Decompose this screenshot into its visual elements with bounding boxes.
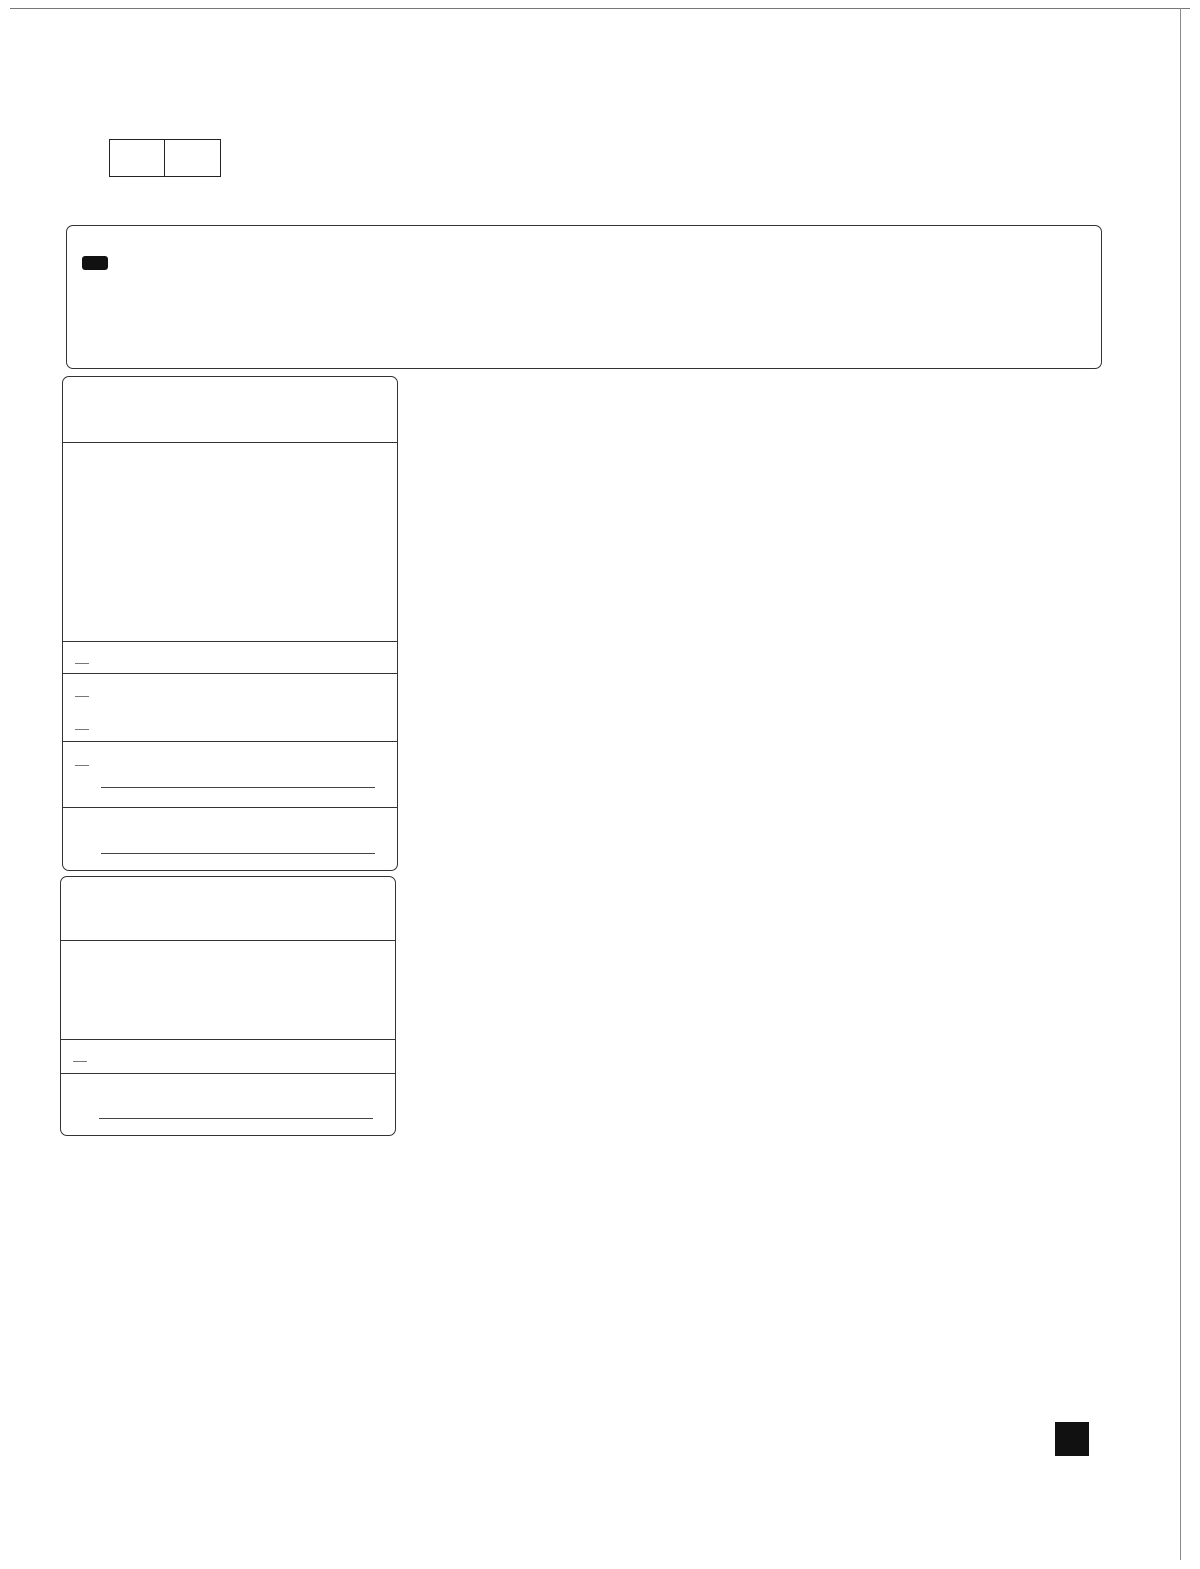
instructions-line-1 bbox=[76, 255, 108, 273]
page-border-top bbox=[10, 8, 1190, 9]
vote-oval-icon[interactable] bbox=[75, 653, 89, 664]
filled-oval-example-icon bbox=[82, 256, 108, 270]
vote-oval-icon[interactable] bbox=[73, 1051, 87, 1062]
writein-line[interactable] bbox=[101, 787, 375, 788]
vote-oval-icon[interactable] bbox=[75, 719, 89, 730]
ballot-barcode bbox=[405, 1418, 895, 1458]
writein-line[interactable] bbox=[101, 853, 375, 854]
writein-line[interactable] bbox=[99, 1118, 373, 1119]
left-timing-marks bbox=[0, 0, 30, 1569]
instructions-box bbox=[66, 225, 1102, 369]
vote-oval-icon[interactable] bbox=[75, 755, 89, 766]
sample-watermark bbox=[340, 540, 860, 1000]
judges-initials-box[interactable] bbox=[109, 139, 221, 177]
right-timing-marks bbox=[1100, 0, 1130, 1569]
vote-oval-icon[interactable] bbox=[75, 686, 89, 697]
candidate-row[interactable] bbox=[61, 1039, 395, 1071]
instructions-line-2 bbox=[76, 271, 80, 289]
page-border-right bbox=[1180, 8, 1181, 1560]
corner-registration-mark bbox=[1055, 1422, 1089, 1456]
